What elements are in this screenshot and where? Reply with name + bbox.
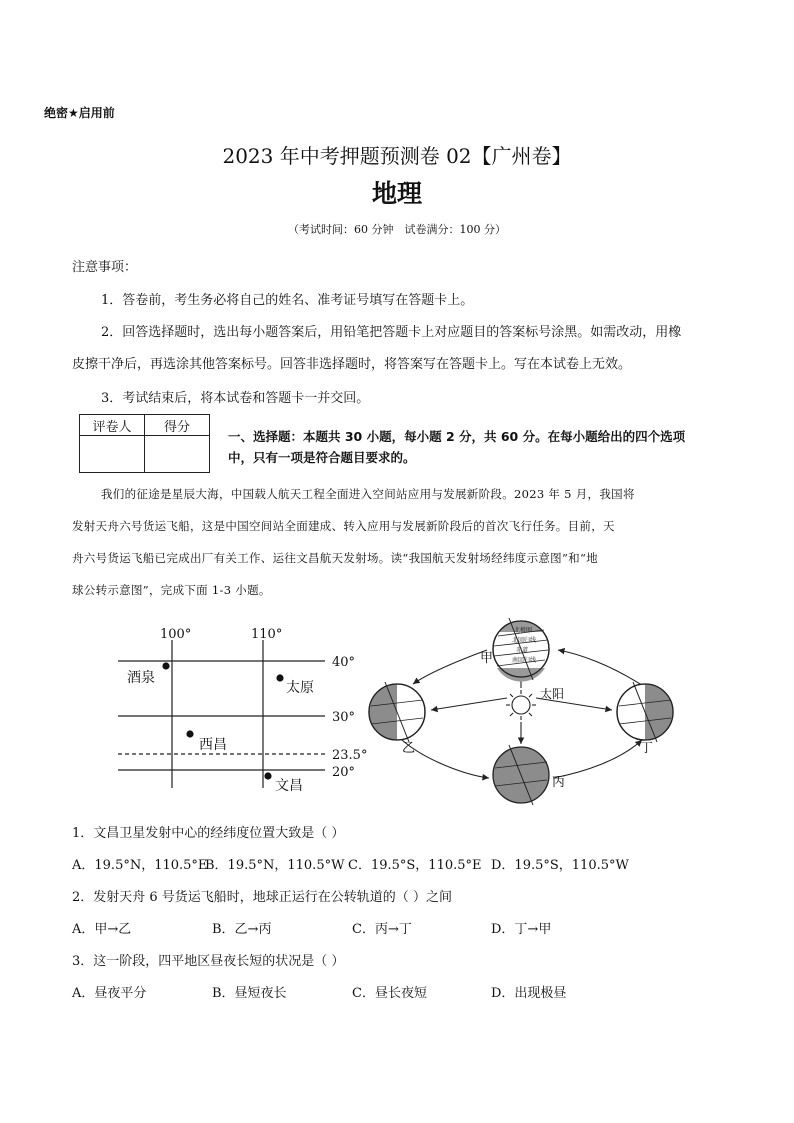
earth-yi-icon bbox=[369, 682, 425, 742]
orbit-arc-jia-yi bbox=[413, 650, 487, 684]
question-3-option-b: B．昼短夜长 bbox=[212, 986, 287, 1001]
passage-line-1: 我们的征途是星辰大海，中国载人航天工程全面进入空间站应用与发展新阶段。2023 年 5 月，我国将 bbox=[101, 487, 635, 501]
earth-bing-icon bbox=[493, 745, 549, 805]
question-1-option-c: C．19.5°S，110.5°E bbox=[348, 858, 482, 873]
site-dot-jiuquan bbox=[162, 662, 169, 669]
zone-label-tropic-cancer: 北回归线 bbox=[512, 637, 537, 644]
sunray-to-yi bbox=[431, 698, 507, 710]
orbit-arc-yi-bing bbox=[402, 740, 489, 778]
section-heading-line-1: 一、选择题：本题共 30 小题，每小题 2 分，共 60 分。在每小题给出的四个选项 bbox=[228, 429, 686, 444]
grader-header: 评卷人 bbox=[80, 415, 145, 436]
lon-label-100: 100° bbox=[160, 627, 192, 642]
position-label-bing: 丙 bbox=[552, 775, 566, 790]
passage-line-4: 球公转示意图”，完成下面 1-3 小题。 bbox=[72, 583, 271, 597]
exam-info: （考试时间：60 分钟 试卷满分：100 分） bbox=[288, 223, 506, 236]
question-1-option-d: D．19.5°S，110.5°W bbox=[491, 858, 629, 873]
question-2-option-d: D．丁→甲 bbox=[491, 922, 552, 937]
lat-label-20: 20° bbox=[332, 765, 356, 780]
score-cell bbox=[145, 436, 210, 473]
question-1-option-a: A．19.5°N，110.5°E bbox=[72, 858, 208, 873]
zone-label-arctic-circle: 北极圈 bbox=[514, 627, 533, 634]
subject-title: 地理 bbox=[371, 179, 422, 208]
site-dot-wenchang bbox=[264, 772, 271, 779]
figures bbox=[0, 610, 794, 810]
lon-label-110: 110° bbox=[251, 627, 283, 642]
question-2-option-c: C．丙→丁 bbox=[352, 922, 412, 937]
question-1-stem: 1．文昌卫星发射中心的经纬度位置大致是（ ） bbox=[72, 826, 345, 841]
question-1-option-b: B．19.5°N，110.5°W bbox=[205, 858, 345, 873]
position-label-ding: 丁 bbox=[640, 741, 654, 756]
notes-heading: 注意事项： bbox=[72, 260, 138, 275]
site-label-taiyuan: 太原 bbox=[286, 680, 314, 696]
zone-label-tropic-capricorn: 南回归线 bbox=[512, 657, 537, 664]
question-3-option-c: C．昼长夜短 bbox=[352, 986, 427, 1001]
site-dot-taiyuan bbox=[276, 674, 283, 681]
note-item-1: 1．答卷前，考生务必将自己的姓名、准考证号填写在答题卡上。 bbox=[101, 293, 474, 308]
grader-cell bbox=[80, 436, 145, 473]
latlon-map bbox=[118, 640, 325, 788]
score-header: 得分 bbox=[145, 415, 210, 436]
zone-label-equator: 赤道 bbox=[516, 647, 529, 654]
lat-label-40: 40° bbox=[332, 655, 356, 670]
section-heading-line-2: 中，只有一项是符合题目要求的。 bbox=[228, 450, 416, 465]
lat-label-23-5: 23.5° bbox=[332, 748, 368, 763]
lat-label-30: 30° bbox=[332, 710, 356, 725]
note-item-2-line-1: 2．回答选择题时，选出每小题答案后，用铅笔把答题卡上对应题目的答案标号涂黑。如需改动，用橡 bbox=[101, 325, 682, 340]
question-3-stem: 3．这一阶段，四平地区昼夜长短的状况是（ ） bbox=[72, 954, 345, 969]
question-2-stem: 2．发射天舟 6 号货运飞船时，地球正运行在公转轨道的（ ）之间 bbox=[72, 890, 452, 905]
position-label-jia: 甲 bbox=[480, 651, 494, 666]
sun-label: 太阳 bbox=[540, 687, 565, 701]
site-label-jiuquan: 酒泉 bbox=[127, 670, 155, 686]
position-label-yi: 乙 bbox=[402, 741, 416, 756]
note-item-2-line-2: 皮擦干净后，再选涂其他答案标号。回答非选择题时，将答案写在答题卡上。写在本试卷上无效。 bbox=[72, 357, 632, 372]
question-3-option-a: A．昼夜平分 bbox=[72, 986, 147, 1001]
orbit-arc-ding-jia bbox=[558, 650, 640, 684]
orbit-arc-bing-ding bbox=[553, 740, 642, 778]
passage-line-2: 发射天舟六号货运飞船，这是中国空间站全面建成、转入应用与发展新阶段后的首次飞行任务。目前，天 bbox=[72, 519, 615, 533]
score-table bbox=[79, 414, 210, 473]
passage-line-3: 舟六号货运飞船已完成出厂有关工作、运往文昌航天发射场。读“我国航天发射场经纬度示意图”和“地 bbox=[72, 551, 598, 565]
site-label-wenchang: 文昌 bbox=[275, 778, 303, 794]
earth-ding-icon bbox=[617, 682, 673, 742]
exam-title: 2023 年中考押题预测卷 02【广州卷】 bbox=[222, 144, 572, 168]
site-dot-xichang bbox=[186, 730, 193, 737]
note-item-3: 3．考试结束后，将本试卷和答题卡一并交回。 bbox=[101, 391, 370, 406]
question-2-option-a: A．甲→乙 bbox=[72, 922, 132, 937]
secret-label: 绝密★启用前 bbox=[44, 106, 115, 120]
sun-icon bbox=[506, 690, 536, 720]
question-3-option-d: D．出现极昼 bbox=[491, 986, 567, 1001]
question-2-option-b: B．乙→丙 bbox=[212, 922, 272, 937]
site-label-xichang: 西昌 bbox=[199, 737, 227, 753]
